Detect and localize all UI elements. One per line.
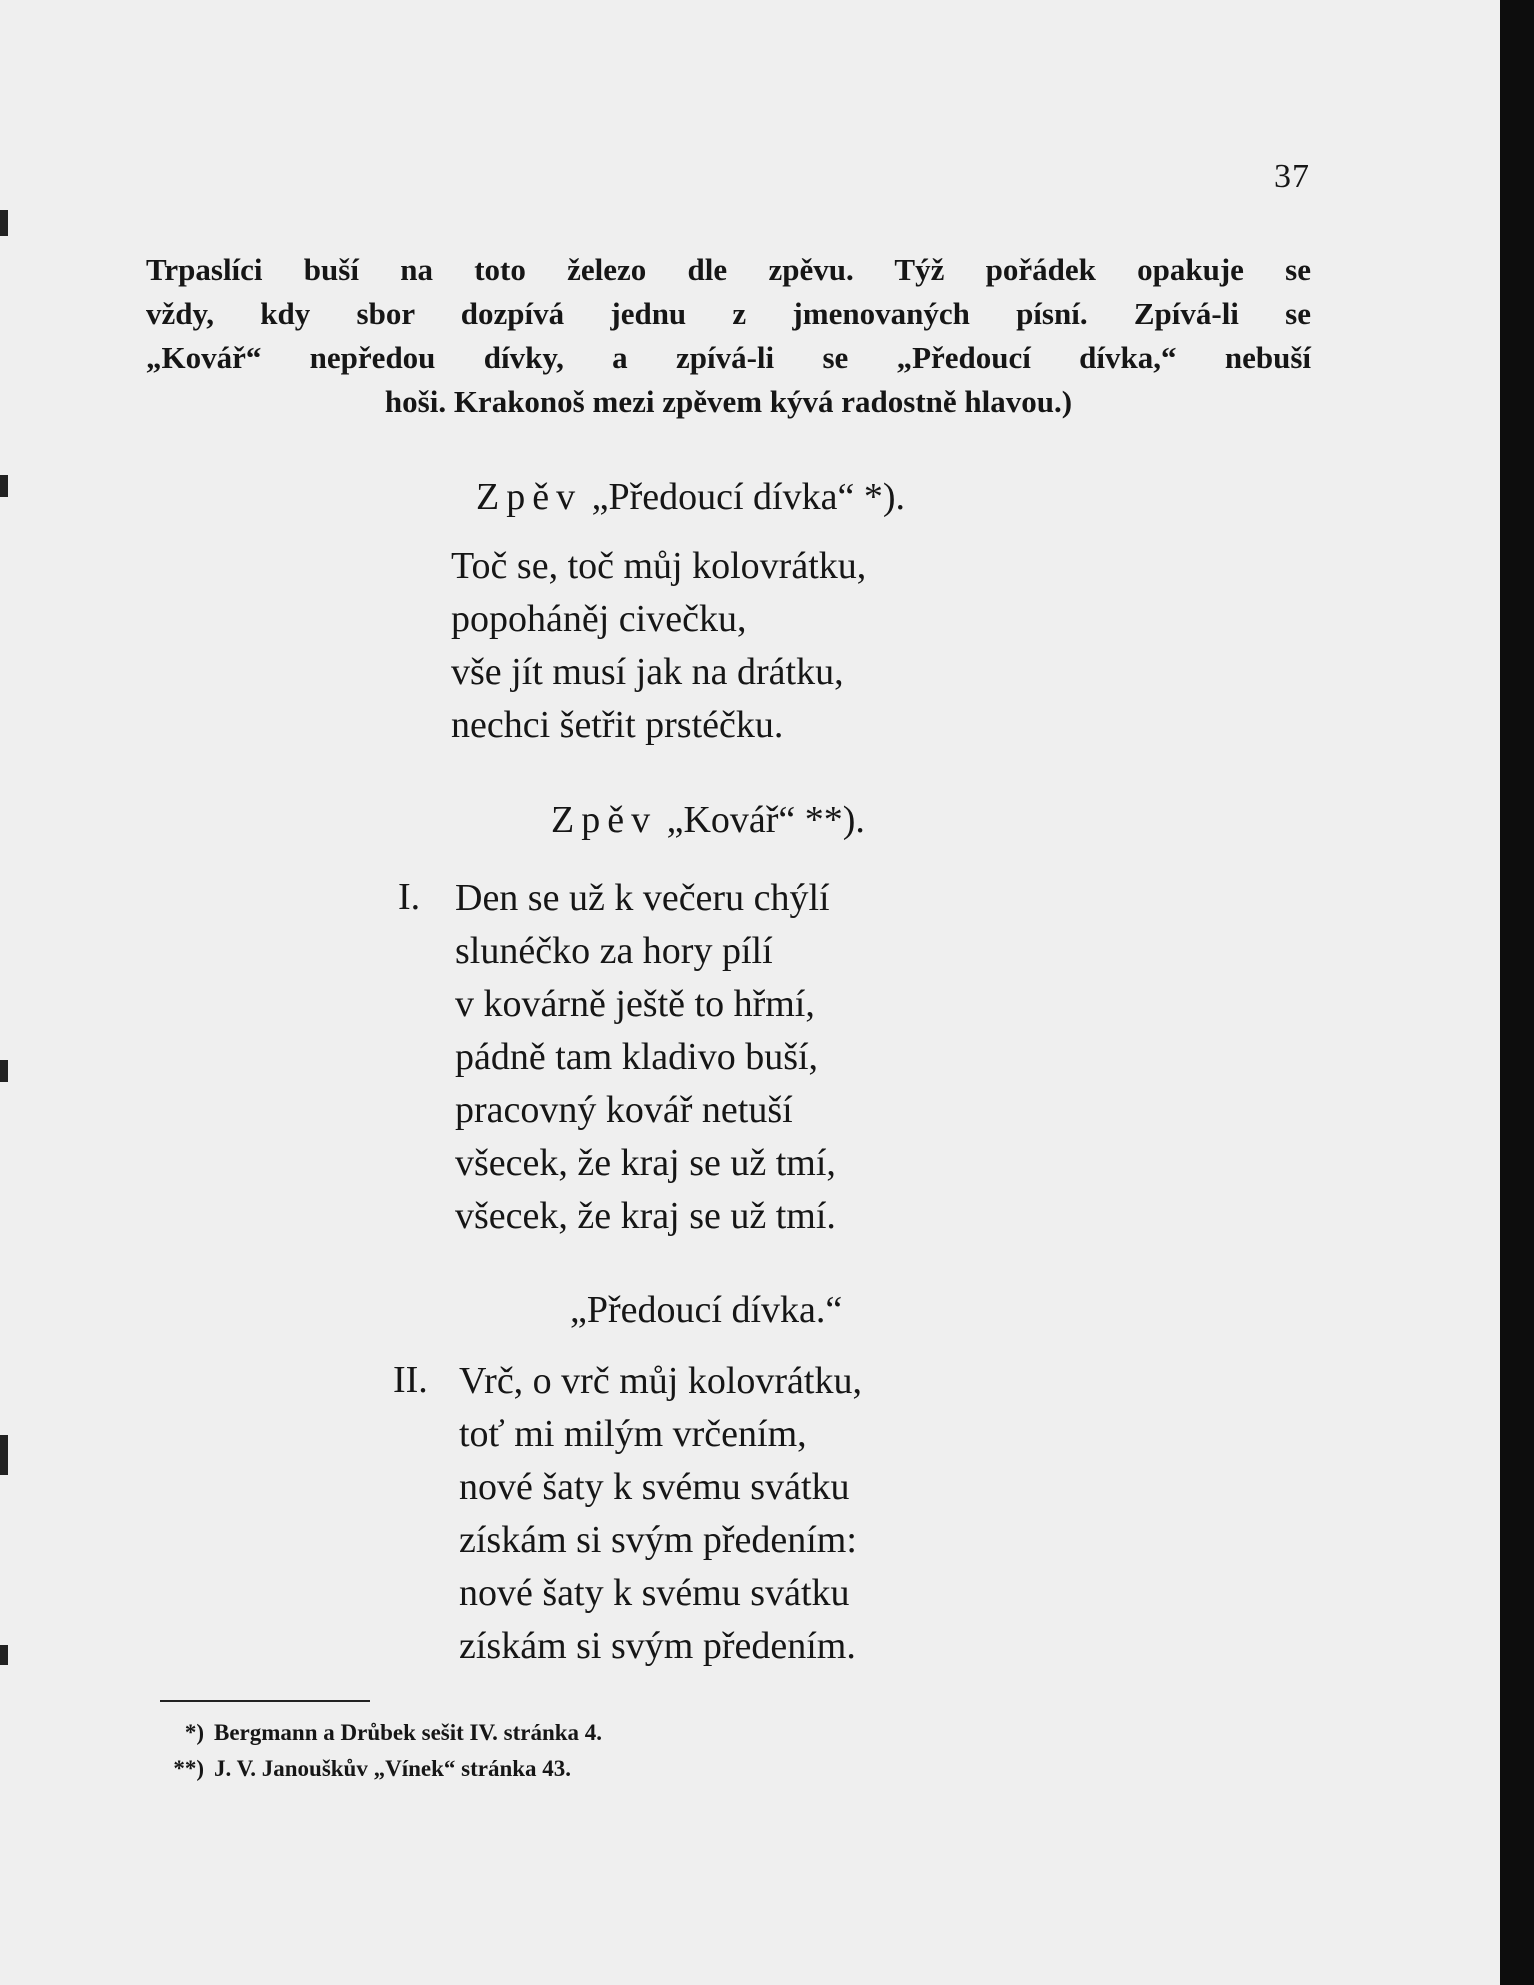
verse-line: Toč se, toč můj kolovrátku, (451, 545, 867, 587)
verse-line: získám si svým předením: (459, 1519, 857, 1561)
stage-line: vždy, kdy sbor dozpívá jednu z jmenovaných písní. Zpívá-li se (146, 296, 1311, 331)
stanza-number: II. (393, 1359, 428, 1401)
footnote-rule (160, 1700, 370, 1702)
verse-line: v kovárně ještě to hřmí, (455, 983, 815, 1025)
scan-edge-mark (0, 210, 8, 236)
verse-block (455, 872, 836, 1243)
footnote (160, 1715, 602, 1751)
footnote-text: Bergmann a Drůbek sešit IV. stránka 4. (214, 1720, 603, 1745)
verse-line: nové šaty k svému svátku (459, 1466, 850, 1508)
song-heading (551, 798, 865, 842)
verse-block (451, 540, 866, 752)
stanza-number: I. (398, 876, 421, 918)
scan-edge-mark (0, 1645, 8, 1665)
verse-line: toť mi milým vrčením, (459, 1413, 807, 1455)
scan-edge-mark (0, 475, 8, 497)
verse-line: Vrč, o vrč můj kolovrátku, (459, 1360, 862, 1402)
footnotes (160, 1715, 602, 1787)
page-number: 37 (1274, 158, 1310, 195)
stage-direction (146, 248, 1311, 424)
verse-block (459, 1355, 862, 1673)
verse-line: získám si svým předením. (459, 1625, 856, 1667)
footnote-mark: *) (184, 1720, 204, 1745)
footnote-mark: **) (173, 1756, 204, 1781)
stage-line: Trpaslíci buší na toto železo dle zpěvu. Týž pořádek opakuje se (146, 252, 1311, 287)
song-heading-title: „Předoucí dívka“ *). (591, 476, 905, 518)
verse-line: Den se už k večeru chýlí (455, 877, 830, 919)
song-heading-title: „Kovář“ **). (666, 799, 865, 841)
song-heading: „Předoucí dívka.“ (570, 1289, 843, 1331)
verse-line: pádně tam kladivo buší, (455, 1036, 819, 1078)
verse-line: všecek, že kraj se už tmí. (455, 1195, 836, 1237)
verse-line: nechci šetřit prstéčku. (451, 704, 784, 746)
verse-line: slunéčko za hory pílí (455, 930, 773, 972)
footnote-text: J. V. Janouškův „Vínek“ stránka 43. (214, 1756, 572, 1781)
scan-edge-mark (0, 1060, 8, 1082)
verse-line: vše jít musí jak na drátku, (451, 651, 844, 693)
stage-line: „Kovář“ nepředou dívky, a zpívá-li se „Předoucí dívka,“ nebuší (146, 340, 1311, 375)
song-heading (476, 475, 905, 519)
verse-line: pracovný kovář netuší (455, 1089, 793, 1131)
stage-line: hoši. Krakonoš mezi zpěvem kývá radostně hlavou.) (384, 384, 1073, 419)
verse-line: popoháněj civečku, (451, 598, 747, 640)
song-heading-word: Zpěv (476, 476, 583, 518)
scan-edge-mark (0, 1435, 8, 1475)
footnote (160, 1751, 602, 1787)
song-heading-word: Zpěv (551, 799, 658, 841)
verse-line: všecek, že kraj se už tmí, (455, 1142, 836, 1184)
verse-line: nové šaty k svému svátku (459, 1572, 850, 1614)
